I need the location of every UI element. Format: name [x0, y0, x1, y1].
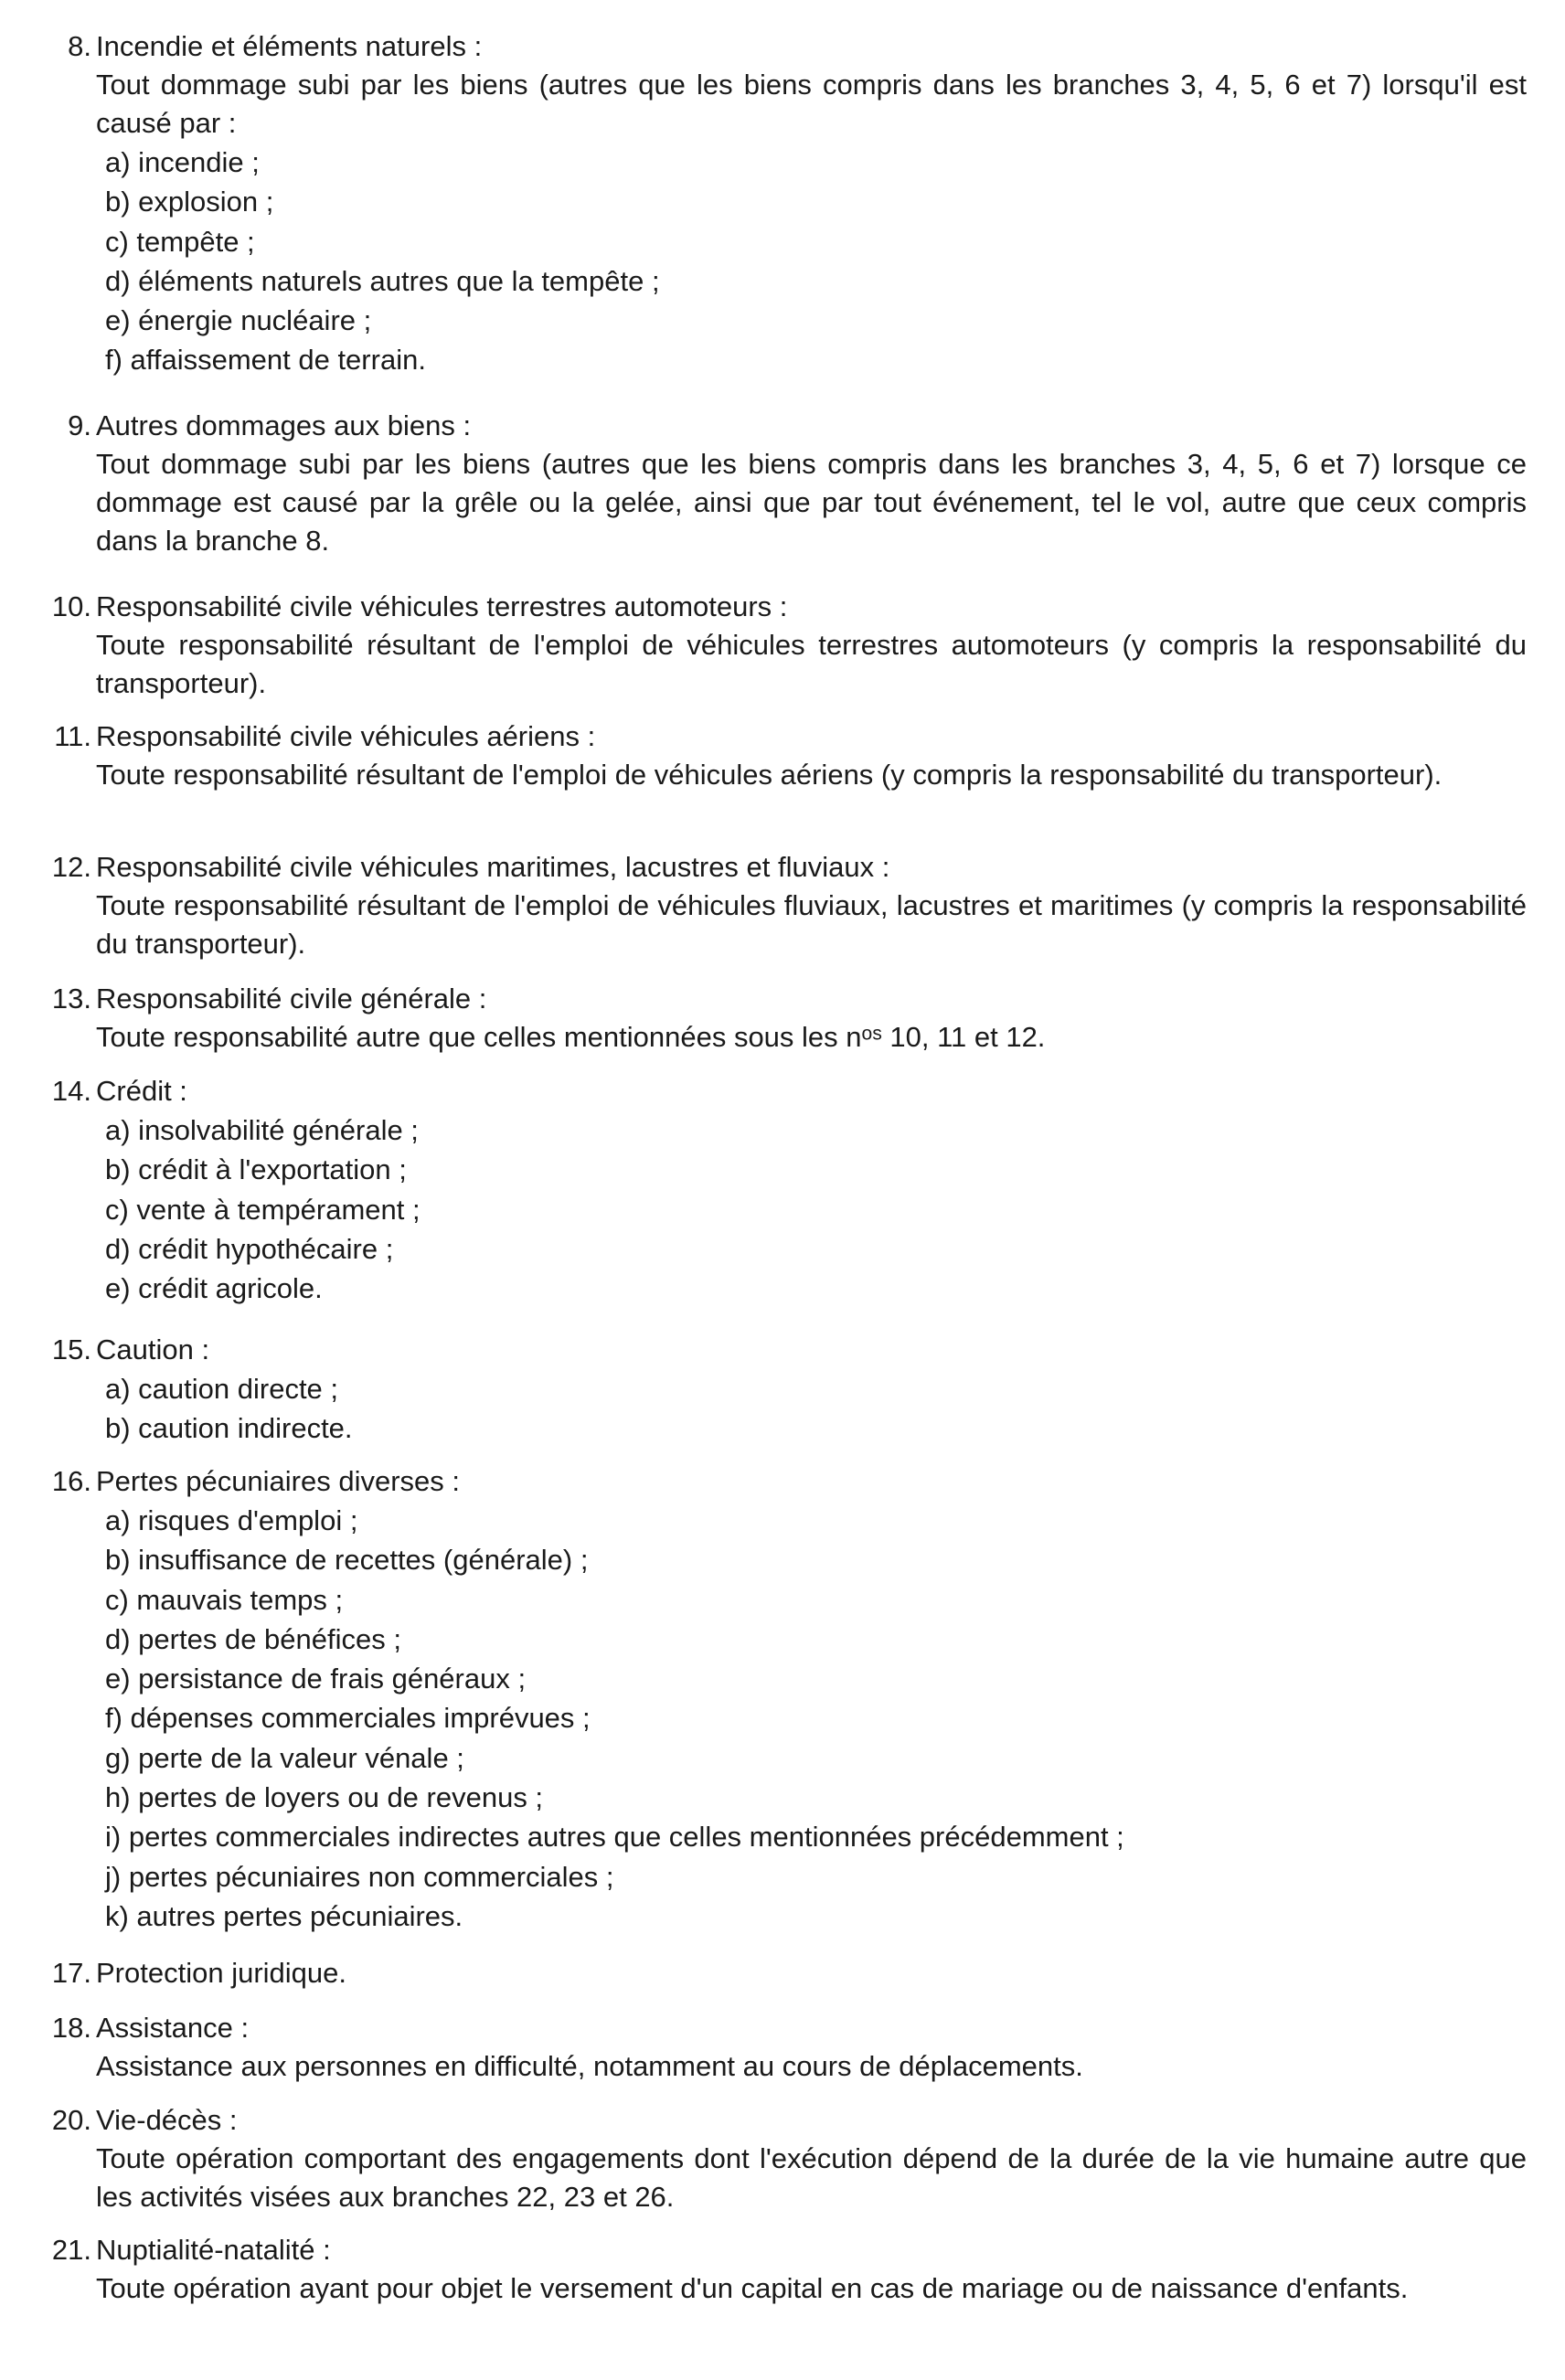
- list-item: a) incendie ;: [105, 146, 260, 178]
- item-list: [96, 143, 1527, 380]
- list-item: i) pertes commerciales indirectes autres que celles mentionnées précédemment ;: [105, 1821, 1124, 1854]
- section-10: [37, 588, 1527, 703]
- list-item: b) crédit à l'exportation ;: [105, 1153, 407, 1186]
- section-number: 9.: [68, 409, 91, 441]
- section-text: Tout dommage subi par les biens (autres que les biens compris dans les branches 3, 4, 5, 6 et 7) lorsque ce dommage est causé par la grêle ou la gelée, ainsi que par tout événement, tel le vol, autre que ceux compris dans la branche 8.: [96, 448, 1527, 557]
- section-title: Nuptialité-natalité :: [96, 2234, 331, 2266]
- section-title: Crédit :: [96, 1075, 187, 1107]
- section-heading: [37, 980, 1527, 1018]
- section-number: 15.: [51, 1333, 91, 1365]
- list-item: g) perte de la valeur vénale ;: [105, 1741, 464, 1774]
- section-heading: [37, 27, 1527, 66]
- item-list: [96, 1110, 1527, 1308]
- section-title: Incendie et éléments naturels :: [96, 30, 483, 62]
- section-text: Toute responsabilité autre que celles mentionnées sous les nᵒˢ 10, 11 et 12.: [96, 1021, 1046, 1053]
- section-18: [37, 2009, 1527, 2086]
- section-title: Vie-décès :: [96, 2104, 238, 2136]
- section-heading: [37, 588, 1527, 626]
- section-text: Toute responsabilité résultant de l'emploi de véhicules terrestres automoteurs (y compris la responsabilité du transporteur).: [96, 629, 1527, 699]
- section-heading: [37, 1072, 1527, 1110]
- section-title: Responsabilité civile véhicules terrestres automoteurs :: [96, 590, 788, 622]
- list-item: a) risques d'emploi ;: [105, 1504, 358, 1536]
- section-text: Toute opération ayant pour objet le versement d'un capital en cas de mariage ou de naissance d'enfants.: [96, 2272, 1409, 2304]
- list-item: b) explosion ;: [105, 186, 274, 218]
- section-heading: [37, 1331, 1527, 1369]
- section-number: 14.: [51, 1075, 91, 1107]
- section-title: Responsabilité civile véhicules aériens :: [96, 720, 596, 752]
- list-item: b) caution indirecte.: [105, 1412, 353, 1445]
- section-number: 21.: [51, 2234, 91, 2266]
- section-number: 18.: [51, 2012, 91, 2044]
- list-item: f) dépenses commerciales imprévues ;: [105, 1702, 591, 1735]
- section-heading: [37, 2101, 1527, 2140]
- section-17: [37, 1954, 1527, 1992]
- section-number: 12.: [51, 851, 91, 883]
- section-20: [37, 2101, 1527, 2216]
- list-item: b) insuffisance de recettes (générale) ;: [105, 1544, 589, 1577]
- section-title: Assistance :: [96, 2012, 250, 2044]
- list-item: c) vente à tempérament ;: [105, 1193, 421, 1226]
- item-list: [96, 1369, 1527, 1449]
- section-number: 8.: [68, 30, 91, 62]
- list-item: d) crédit hypothécaire ;: [105, 1232, 394, 1265]
- section-title: Protection juridique.: [96, 1957, 346, 1989]
- section-heading: [37, 2009, 1527, 2047]
- section-number: 20.: [51, 2104, 91, 2136]
- list-item: c) mauvais temps ;: [105, 1583, 344, 1616]
- list-item: j) pertes pécuniaires non commerciales ;: [105, 1860, 614, 1893]
- list-item: k) autres pertes pécuniaires.: [105, 1899, 463, 1932]
- list-item: f) affaissement de terrain.: [105, 344, 426, 377]
- section-title: Responsabilité civile générale :: [96, 983, 487, 1015]
- list-item: e) persistance de frais généraux ;: [105, 1663, 527, 1695]
- list-item: a) caution directe ;: [105, 1373, 339, 1405]
- section-15: [37, 1331, 1527, 1449]
- section-text: Assistance aux personnes en difficulté, notamment au cours de déplacements.: [96, 2050, 1083, 2082]
- section-8: [37, 27, 1527, 380]
- section-heading: [37, 407, 1527, 445]
- section-text: Toute responsabilité résultant de l'emploi de véhicules fluviaux, lacustres et maritimes (y compris la responsabilité du transporteur).: [96, 889, 1527, 960]
- list-item: e) énergie nucléaire ;: [105, 304, 372, 337]
- section-number: 11.: [54, 720, 91, 752]
- section-heading: [37, 717, 1527, 756]
- section-text: Toute responsabilité résultant de l'emploi de véhicules aériens (y compris la responsabilité du transporteur).: [96, 759, 1443, 791]
- section-16: [37, 1462, 1527, 1936]
- list-item: c) tempête ;: [105, 225, 255, 258]
- section-title: Autres dommages aux biens :: [96, 409, 472, 441]
- section-13: [37, 980, 1527, 1057]
- section-text: Tout dommage subi par les biens (autres que les biens compris dans les branches 3, 4, 5, 6 et 7) lorsqu'il est causé par :: [96, 69, 1527, 139]
- section-heading: [37, 2231, 1527, 2269]
- section-title: Pertes pécuniaires diverses :: [96, 1465, 461, 1497]
- item-list: [96, 1501, 1527, 1936]
- section-9: [37, 407, 1527, 560]
- section-title: Responsabilité civile véhicules maritimes, lacustres et fluviaux :: [96, 851, 890, 883]
- section-14: [37, 1072, 1527, 1308]
- section-12: [37, 848, 1527, 963]
- list-item: h) pertes de loyers ou de revenus ;: [105, 1781, 544, 1814]
- section-number: 17.: [51, 1957, 91, 1989]
- section-11: [37, 717, 1527, 794]
- section-number: 16.: [51, 1465, 91, 1497]
- section-heading: [37, 848, 1527, 887]
- section-21: [37, 2231, 1527, 2308]
- section-heading: [37, 1954, 1527, 1992]
- section-text: Toute opération comportant des engagements dont l'exécution dépend de la durée de la vie humaine autre que les activités visées aux branches 22, 23 et 26.: [96, 2142, 1527, 2213]
- section-title: Caution :: [96, 1333, 210, 1365]
- list-item: e) crédit agricole.: [105, 1272, 323, 1305]
- section-heading: [37, 1462, 1527, 1501]
- section-number: 13.: [51, 983, 91, 1015]
- section-number: 10.: [51, 590, 91, 622]
- list-item: d) pertes de bénéfices ;: [105, 1622, 401, 1655]
- list-item: a) insolvabilité générale ;: [105, 1114, 419, 1146]
- list-item: d) éléments naturels autres que la tempête ;: [105, 264, 660, 297]
